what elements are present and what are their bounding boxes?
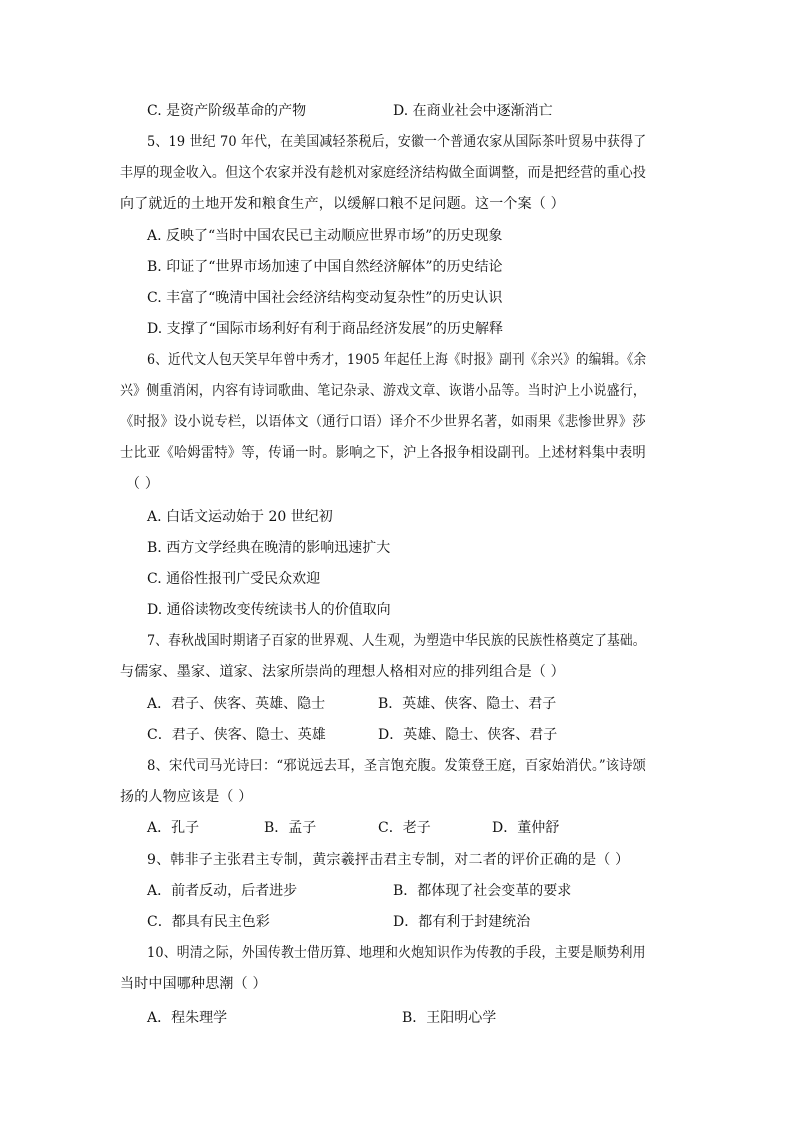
q9-option-b: B．都体现了社会变革的要求 bbox=[393, 883, 572, 899]
q7-option-a: A．君子、侠客、英雄、隐士 bbox=[147, 696, 326, 712]
q7-option-b: B．英雄、侠客、隐士、君子 bbox=[378, 696, 557, 712]
q8-option-a: A．孔子 bbox=[147, 820, 200, 836]
q8-option-c: C．老子 bbox=[378, 820, 431, 836]
q6-option-a: A. 白话文运动始于 20 世纪初 bbox=[147, 509, 333, 525]
q6-stem-line-2: 兴》侧重消闲，内容有诗词歌曲、笔记杂录、游戏文章、诙谐小品等。当时沪上小说盛行， bbox=[120, 383, 647, 399]
q4-option-c: C. 是资产阶级革命的产物 bbox=[147, 103, 307, 119]
q8-option-d: D．董仲舒 bbox=[492, 820, 560, 836]
q5-stem-line-2: 丰厚的现金收入。但这个农家并没有趁机对家庭经济结构做全面调整，而是把经营的重心投 bbox=[120, 165, 647, 181]
q6-option-d: D. 通俗读物改变传统读书人的价值取向 bbox=[147, 602, 391, 618]
q9-stem-line-1: 9、韩非子主张君主专制，黄宗羲抨击君主专制，对二者的评价正确的是（ ） bbox=[147, 852, 630, 868]
q6-stem-line-5: （ ） bbox=[126, 476, 160, 492]
q5-option-c: C. 丰富了“晚清中国社会经济结构变动复杂性”的历史认识 bbox=[147, 290, 503, 306]
q9-option-c: C．都具有民主色彩 bbox=[147, 914, 270, 930]
q6-stem-line-1: 6、近代文人包天笑早年曾中秀才，1905 年起任上海《时报》副刊《余兴》的编辑。《余 bbox=[147, 352, 647, 368]
q10-stem-line-1: 10、明清之际，外国传教士借历算、地理和火炮知识作为传教的手段，主要是顺势利用 bbox=[147, 945, 646, 961]
q5-stem-line-3: 向了就近的土地开发和粮食生产，以缓解口粮不足问题。这一个案（ ） bbox=[120, 196, 565, 212]
q8-stem-line-1: 8、宋代司马光诗曰：“邪说远去耳，圣言饱充腹。发策登王庭，百家始消伏。”该诗颂 bbox=[147, 758, 647, 774]
q6-stem-line-3: 《时报》设小说专栏，以语体文（通行口语）译介不少世界名著，如雨果《悲惨世界》莎 bbox=[120, 414, 646, 430]
q7-option-c: C．君子、侠客、隐士、英雄 bbox=[147, 727, 326, 743]
q10-stem-line-2: 当时中国哪种思潮（ ） bbox=[120, 976, 267, 992]
q9-option-d: D．都有利于封建统治 bbox=[393, 914, 531, 930]
q8-stem-line-2: 扬的人物应该是（ ） bbox=[120, 789, 253, 805]
q5-option-d: D. 支撑了“国际市场利好有利于商品经济发展”的历史解释 bbox=[147, 321, 503, 337]
q7-option-d: D．英雄、隐士、侠客、君子 bbox=[378, 727, 558, 743]
q7-stem-line-2: 与儒家、墨家、道家、法家所崇尚的理想人格相对应的排列组合是（ ） bbox=[120, 664, 565, 680]
q5-option-a: A. 反映了“当时中国农民已主动顺应世界市场”的历史现象 bbox=[147, 228, 503, 244]
q8-option-b: B．孟子 bbox=[264, 820, 317, 836]
q10-option-a: A．程朱理学 bbox=[147, 1010, 228, 1026]
q4-option-d: D. 在商业社会中逐渐消亡 bbox=[393, 103, 553, 119]
q10-option-b: B．王阳明心学 bbox=[402, 1010, 497, 1026]
q5-stem-line-1: 5、19 世纪 70 年代，在美国减轻茶税后，安徽一个普通农家从国际茶叶贸易中获得了 bbox=[147, 134, 647, 150]
q6-option-b: B. 西方文学经典在晚清的影响迅速扩大 bbox=[147, 540, 391, 556]
q6-option-c: C. 通俗性报刊广受民众欢迎 bbox=[147, 571, 321, 587]
q9-option-a: A．前者反动，后者进步 bbox=[147, 883, 298, 899]
q7-stem-line-1: 7、春秋战国时期诸子百家的世界观、人生观，为塑造中华民族的民族性格奠定了基础。 bbox=[147, 633, 646, 649]
q5-option-b: B. 印证了“世界市场加速了中国自然经济解体”的历史结论 bbox=[147, 259, 503, 275]
q6-stem-line-4: 士比亚《哈姆雷特》等，传诵一时。影响之下，沪上各报争相设副刊。上述材料集中表明 bbox=[120, 445, 646, 461]
